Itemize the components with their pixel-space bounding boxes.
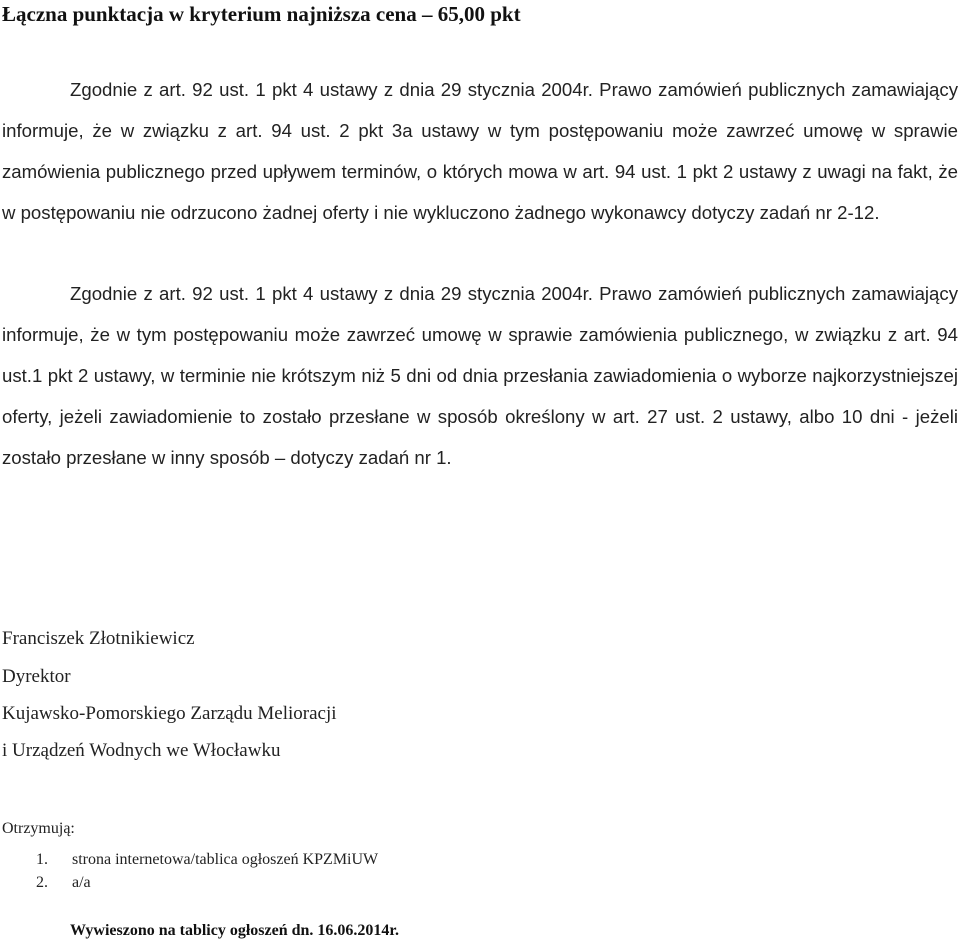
recipient-list-item xyxy=(36,874,91,892)
paragraph-contract-info-2 xyxy=(2,273,958,478)
list-item-number: 2. xyxy=(36,874,48,891)
recipients-label: Otrzymują: xyxy=(2,820,75,837)
list-item-text: a/a xyxy=(72,874,91,891)
list-item-number: 1. xyxy=(36,851,48,868)
paragraph-contract-info-1 xyxy=(2,69,958,233)
signatory-title: Dyrektor xyxy=(2,666,71,687)
posted-note: Wywieszono na tablicy ogłoszeń dn. 16.06.2014r. xyxy=(70,922,400,939)
signatory-organization-line-1: Kujawsko-Pomorskiego Zarządu Melioracji xyxy=(2,703,337,724)
signatory-name: Franciszek Złotnikiewicz xyxy=(2,628,195,649)
paragraph-text: Zgodnie z art. 92 ust. 1 pkt 4 ustawy z dnia 29 stycznia 2004r. Prawo zamówień publicznych zamawiający informuje, że w związku z art. 94 ust. 2 pkt 3a ustawy w tym postępowaniu może zawrzeć umowę w sprawie zamówienia publicznego przed upływem terminów, o których mowa w art. 94 ust. 1 pkt 2 ustawy z uwagi na fakt, że w postępowaniu nie odrzucono żadnej oferty i nie wykluczono żadnego wykonawcy dotyczy zadań nr 2-12. xyxy=(2,79,958,223)
signatory-organization-line-2: i Urządzeń Wodnych we Włocławku xyxy=(2,740,281,761)
paragraph-text: Zgodnie z art. 92 ust. 1 pkt 4 ustawy z dnia 29 stycznia 2004r. Prawo zamówień publicznych zamawiający informuje, że w tym postępowaniu może zawrzeć umowę w sprawie zamówienia publicznego, w związku z art. 94 ust.1 pkt 2 ustawy, w terminie nie krótszym niż 5 dni od dnia przesłania zawiadomienia o wyborze najkorzystniejszej oferty, jeżeli zawiadomienie to zostało przesłane w sposób określony w art. 27 ust. 2 ustawy, albo 10 dni - jeżeli zostało przesłane w inny sposób – dotyczy zadań nr 1. xyxy=(2,283,958,468)
list-item-text: strona internetowa/tablica ogłoszeń KPZMiUW xyxy=(72,851,379,868)
document-heading: Łączna punktacja w kryterium najniższa cena – 65,00 pkt xyxy=(2,2,521,26)
recipient-list-item xyxy=(36,851,378,869)
